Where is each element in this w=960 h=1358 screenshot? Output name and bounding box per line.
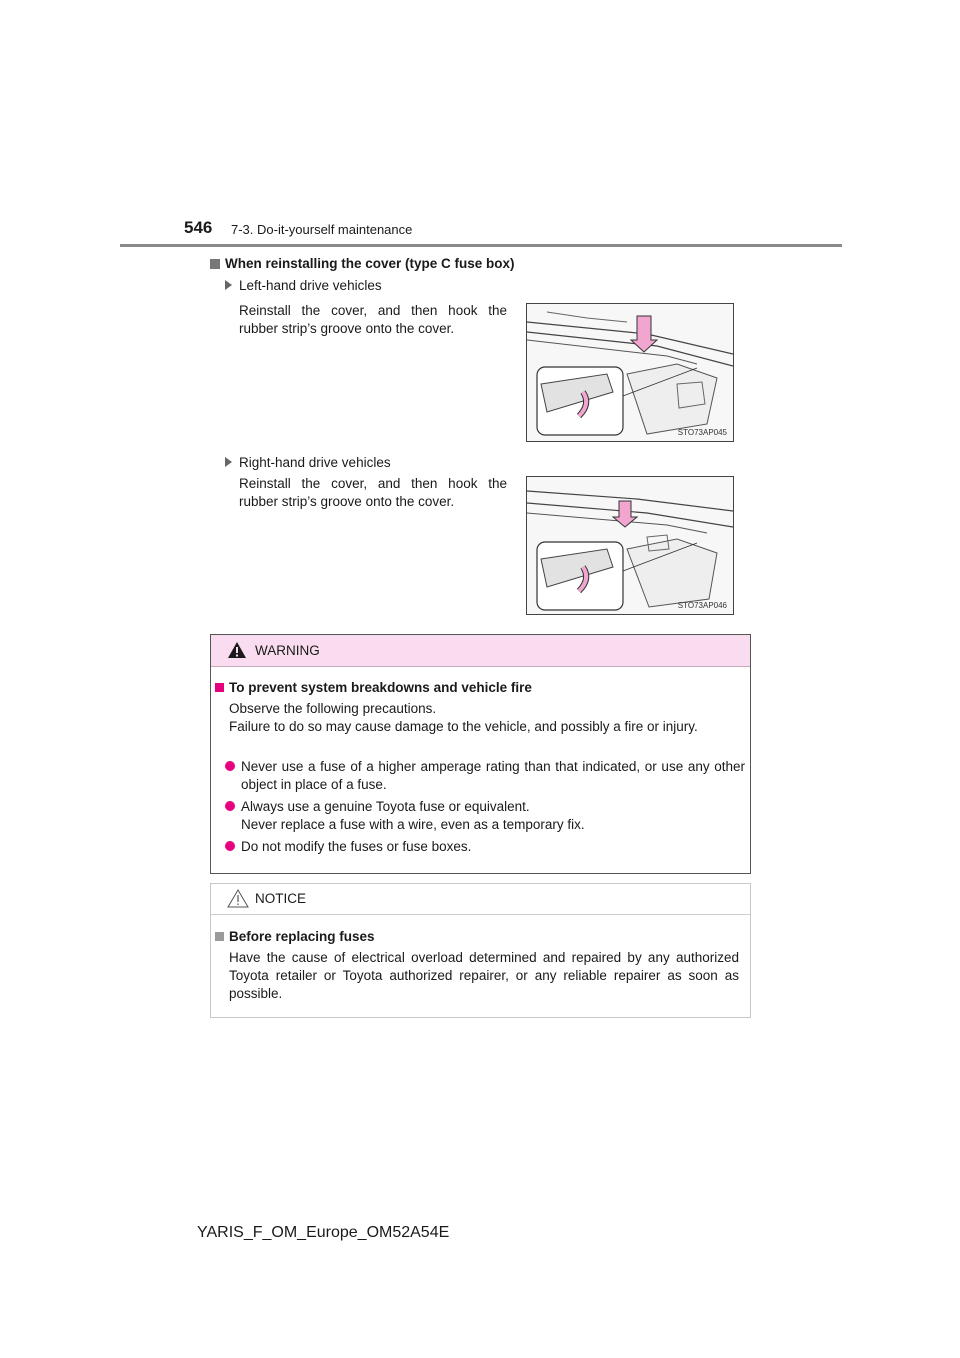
figure-rhd: [526, 476, 734, 615]
warning-bullet-text: Do not modify the fuses or fuse boxes.: [241, 839, 472, 854]
pink-circle-bullet-icon: [225, 761, 235, 771]
list-item-lhd: [225, 278, 382, 293]
warning-title: WARNING: [255, 643, 320, 658]
notice-triangle-icon: [227, 889, 249, 908]
triangle-bullet-icon: [225, 280, 232, 290]
square-bullet-icon: [210, 259, 220, 269]
warning-intro-1: Observe the following precautions.: [229, 701, 437, 716]
main-heading: [210, 256, 515, 271]
list-item-label: Left-hand drive vehicles: [239, 278, 382, 293]
figure-code: STO73AP045: [677, 428, 727, 437]
header-rule: [120, 244, 842, 247]
notice-text: Have the cause of electrical overload determined and repaired by any authorized Toyota retailer or Toyota authorized repairer, or any reliable repairer as soon as possible.: [229, 950, 739, 1001]
page-number: 546: [184, 218, 213, 237]
main-heading-text: When reinstalling the cover (type C fuse box): [225, 256, 515, 271]
warning-triangle-icon: [227, 641, 247, 659]
pink-circle-bullet-icon: [225, 801, 235, 811]
notice-subheading-text: Before replacing fuses: [229, 929, 375, 944]
grey-square-bullet-icon: [215, 932, 224, 941]
warning-bullet-text: Never use a fuse of a higher amperage rating than that indicated, or use any other object in place of a fuse.: [241, 759, 745, 792]
figure-code: STO73AP046: [677, 601, 727, 610]
pink-circle-bullet-icon: [225, 841, 235, 851]
section-title: 7-3. Do-it-yourself maintenance: [231, 222, 413, 237]
warning-bullet: [225, 758, 745, 794]
warning-bullet-text: Always use a genuine Toyota fuse or equivalent.: [241, 799, 530, 814]
list-item-rhd: [225, 455, 391, 470]
fuse-box-cover-illustration: [527, 304, 733, 441]
notice-subheading: [215, 929, 375, 944]
warning-subheading: [215, 680, 532, 695]
figure-lhd: [526, 303, 734, 442]
notice-title: NOTICE: [255, 891, 307, 906]
pink-square-bullet-icon: [215, 683, 224, 692]
triangle-bullet-icon: [225, 457, 232, 467]
list-item-text: Reinstall the cover, and then hook the rubber strip’s groove onto the cover.: [239, 303, 507, 336]
warning-bullet: [225, 838, 745, 856]
warning-intro-2: Failure to do so may cause damage to the vehicle, and possibly a fire or injury.: [229, 719, 698, 734]
list-item-label: Right-hand drive vehicles: [239, 455, 391, 470]
fuse-box-cover-illustration: [527, 477, 733, 614]
list-item-text: Reinstall the cover, and then hook the rubber strip’s groove onto the cover.: [239, 476, 507, 509]
warning-header: [211, 635, 750, 667]
footer-doc-id: YARIS_F_OM_Europe_OM52A54E: [197, 1224, 450, 1241]
notice-header: [211, 884, 750, 915]
warning-subheading-text: To prevent system breakdowns and vehicle fire: [229, 680, 532, 695]
warning-bullet: [225, 798, 745, 834]
notice-box: [210, 883, 751, 1018]
warning-bullet-text-line-2: Never replace a fuse with a wire, even as a temporary fix.: [241, 817, 585, 832]
warning-box: [210, 634, 751, 874]
